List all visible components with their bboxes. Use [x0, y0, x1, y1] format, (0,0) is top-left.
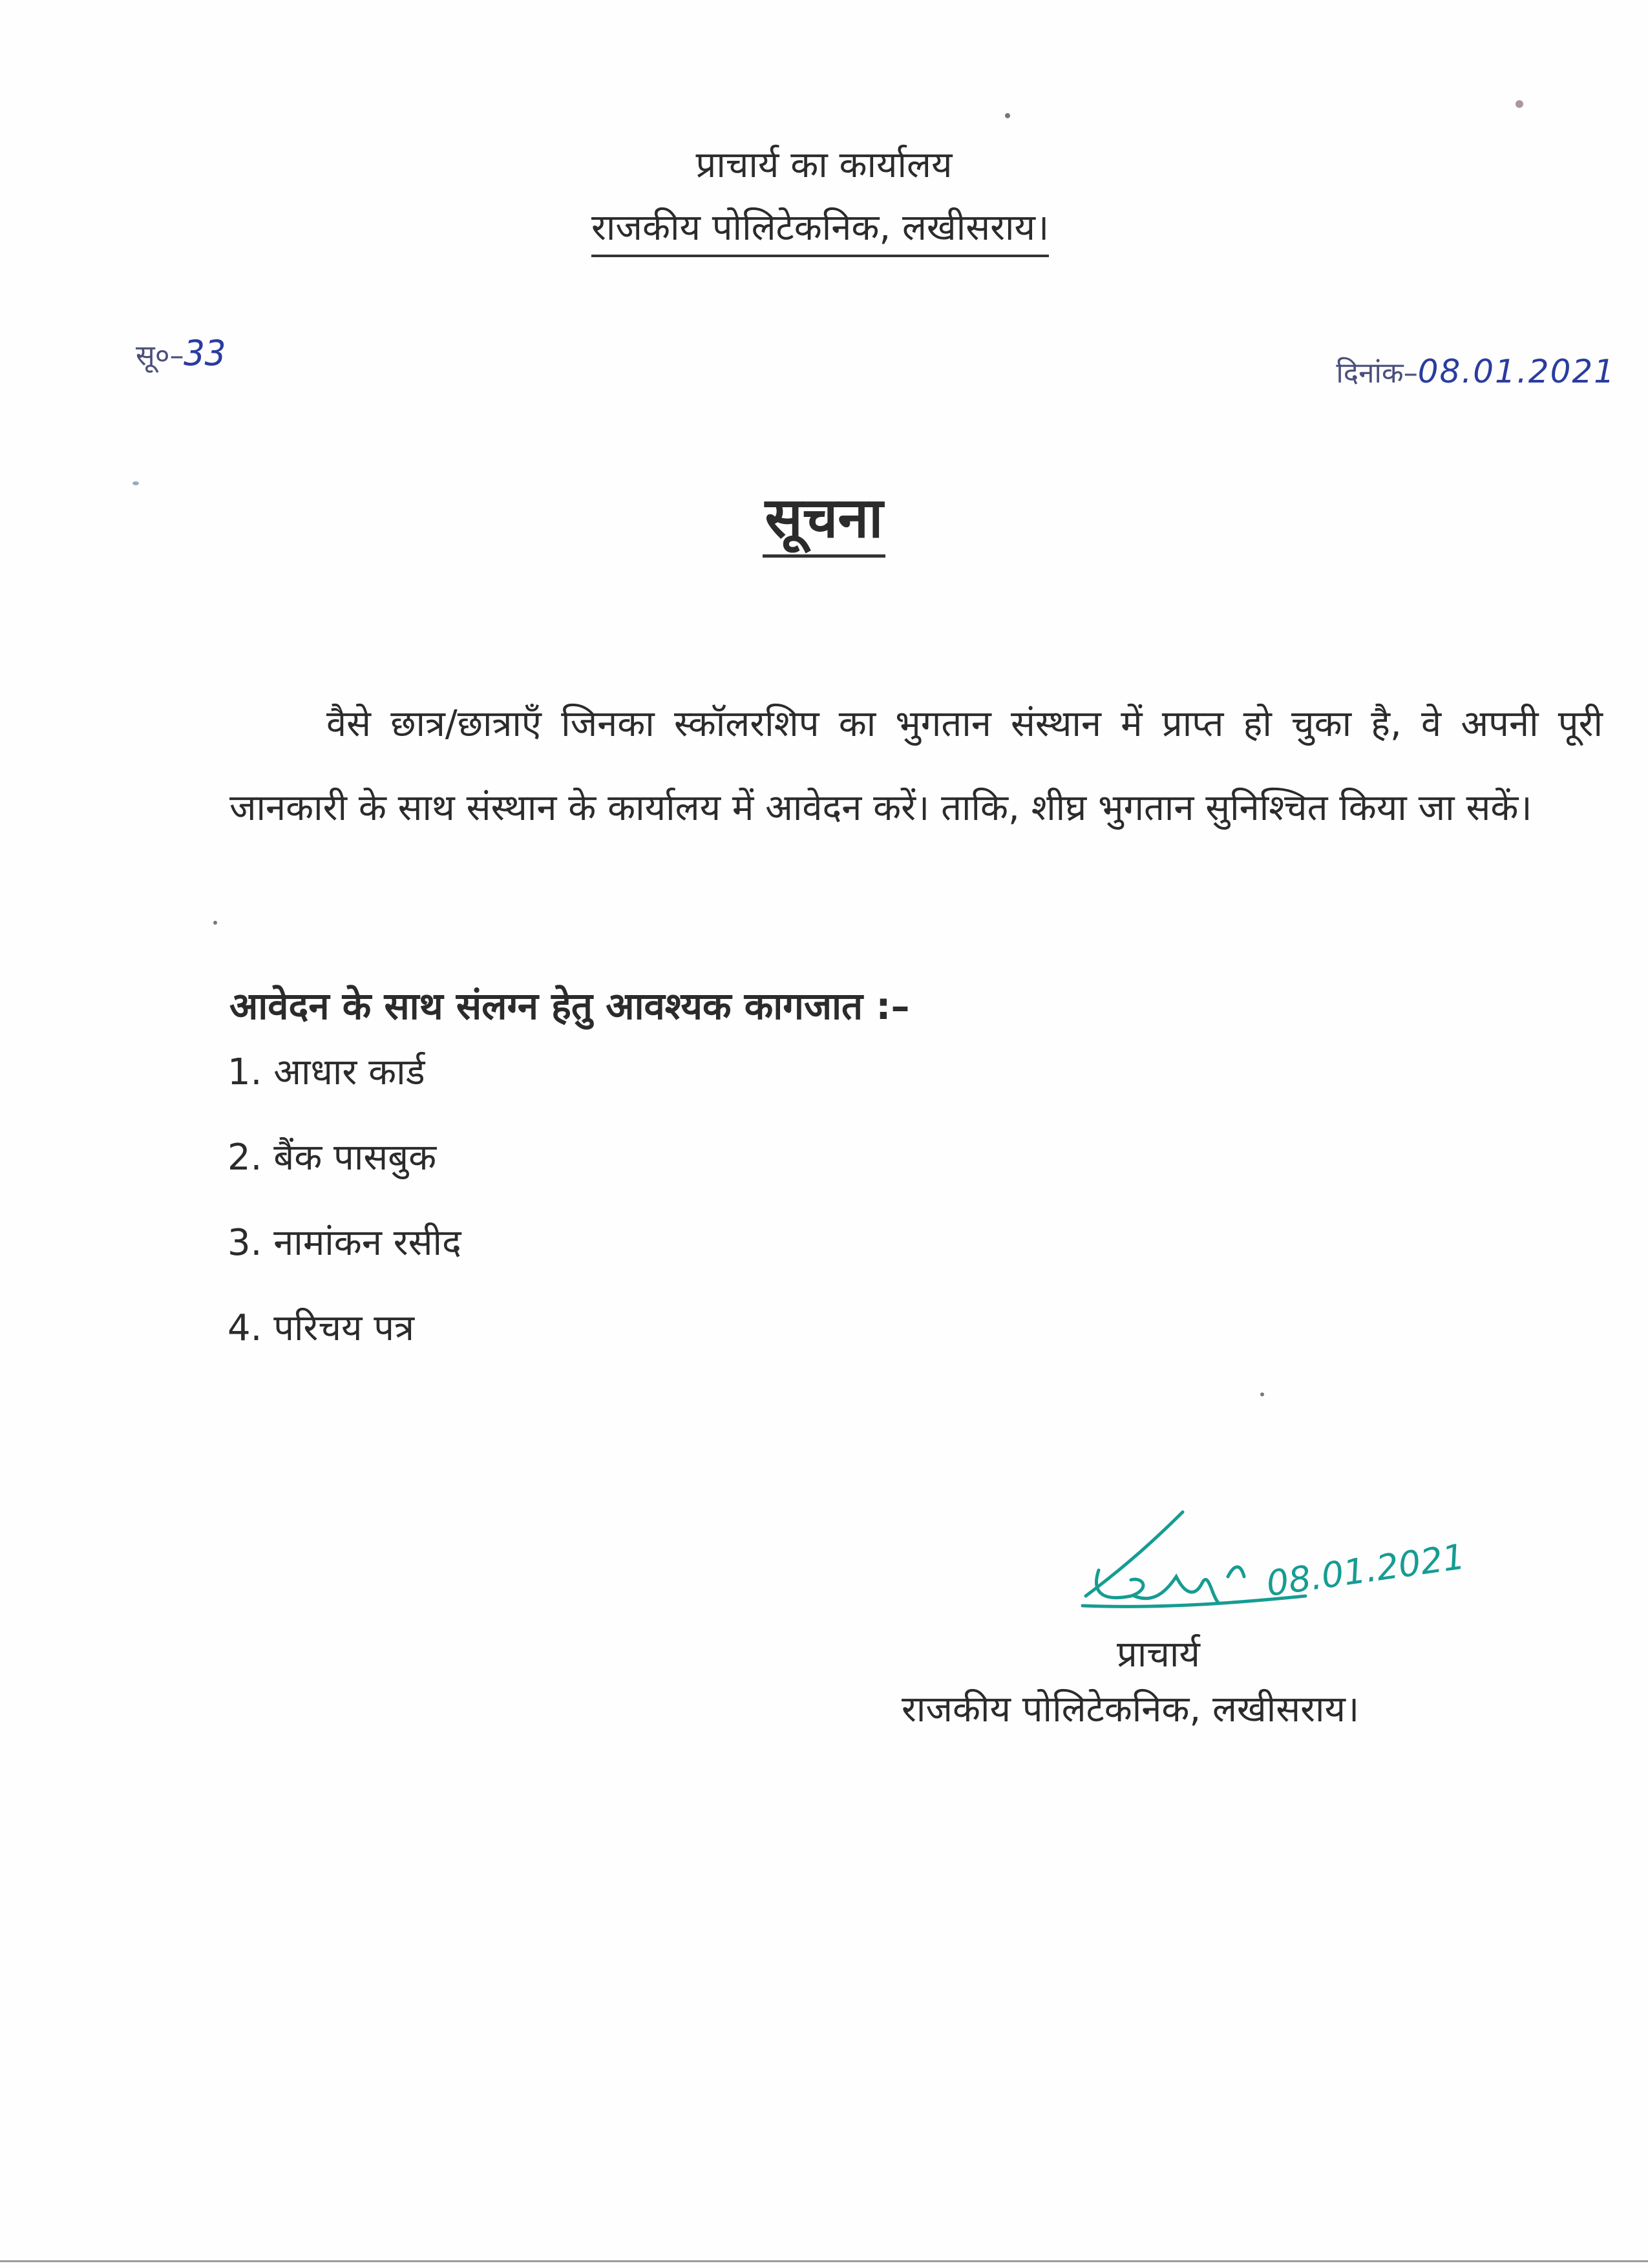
notice-body: वैसे छात्र/छात्राएँ जिनका स्कॉलरशिप का भुगतान संस्थान में प्राप्त हो चुका है, वे अपनी पूरी जानकारी के साथ संस्थान के कार्यालय में आवेदन करें। ताकि, शीघ्र भुगतान सुनिश्चित किया जा सकें। — [229, 703, 1603, 829]
scan-speck — [132, 481, 139, 485]
scan-edge-line — [0, 2260, 1648, 2262]
scan-speck — [1516, 100, 1523, 108]
documents-heading: आवेदन के साथ संलग्न हेतु आवश्यक कागजात :– — [229, 984, 910, 1028]
list-item: 2. बैंक पासबुक — [227, 1137, 437, 1179]
notice-title-text: सूचना — [763, 486, 886, 558]
scan-speck — [213, 921, 217, 925]
reference-label: सू०– — [136, 339, 184, 372]
scan-speck — [1005, 113, 1010, 118]
institute-heading: राजकीय पोलिटेकनिक, लखीसराय। — [591, 202, 1049, 257]
notice-title — [0, 478, 1648, 554]
office-heading: प्राचार्य का कार्यालय — [695, 144, 953, 186]
reference-number — [136, 333, 226, 373]
documents-list — [227, 1047, 461, 1388]
signatory-title: प्राचार्य — [1117, 1633, 1200, 1675]
reference-value: 33 — [184, 333, 226, 373]
date-value: 08.01.2021 — [1417, 353, 1616, 390]
list-item: 1. आधार कार्ड — [227, 1051, 425, 1093]
signature-date: 08.01.2021 — [1263, 1536, 1468, 1604]
list-item: 4. परिचय पत्र — [227, 1307, 415, 1349]
date-label: दिनांक– — [1336, 357, 1418, 390]
scan-speck — [1260, 1392, 1264, 1396]
signatory-institute: राजकीय पोलिटेकनिक, लखीसराय। — [902, 1688, 1360, 1730]
list-item: 3. नामांकन रसीद — [227, 1222, 461, 1264]
date-line — [1336, 352, 1616, 391]
